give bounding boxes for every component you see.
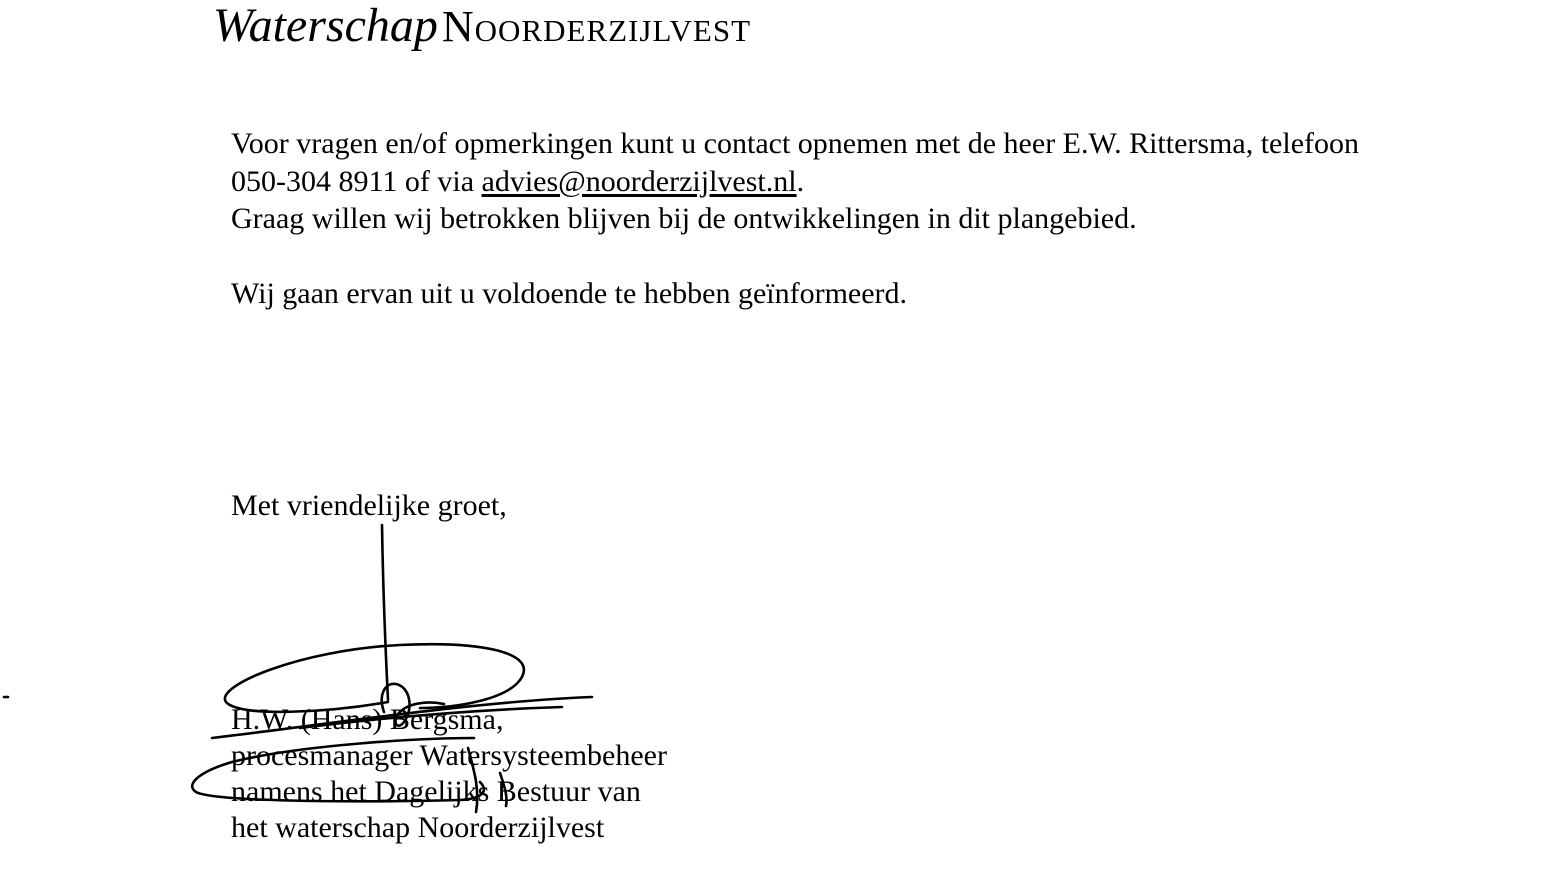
contact-line-1: Voor vragen en/of opmerkingen kunt u contact opnemen met de heer E.W. Rittersma, telefoon: [231, 127, 1360, 160]
contact-line-3: Graag willen wij betrokken blijven bij de ontwikkelingen in dit plangebied.: [231, 202, 1137, 235]
email-link[interactable]: advies@noorderzijlvest.nl: [481, 164, 797, 198]
signature-block: [231, 702, 667, 846]
signature-vertical-stroke: [382, 525, 388, 700]
contact-line-2-prefix: 050-304 8911 of via: [231, 164, 482, 198]
signatory-organization: het waterschap Noorderzijlvest: [231, 811, 605, 844]
greeting: Met vriendelijke groet,: [231, 489, 507, 522]
letterhead-script-text: Waterschap: [213, 0, 438, 52]
letterhead-caps-text: Noorderzijlvest: [441, 2, 752, 51]
contact-line-2-suffix: .: [796, 164, 805, 198]
signatory-name: H.W. (Hans) Bergsma,: [231, 703, 504, 736]
contact-line-2: [231, 163, 1359, 201]
contact-paragraph: [231, 125, 1359, 238]
signatory-on-behalf: namens het Dagelijks Bestuur van: [231, 775, 641, 808]
signatory-role: procesmanager Watersysteembeheer: [231, 739, 667, 772]
closing-paragraph: Wij gaan ervan uit u voldoende te hebben geïnformeerd.: [231, 277, 908, 310]
letterhead-logo: [213, 2, 751, 50]
